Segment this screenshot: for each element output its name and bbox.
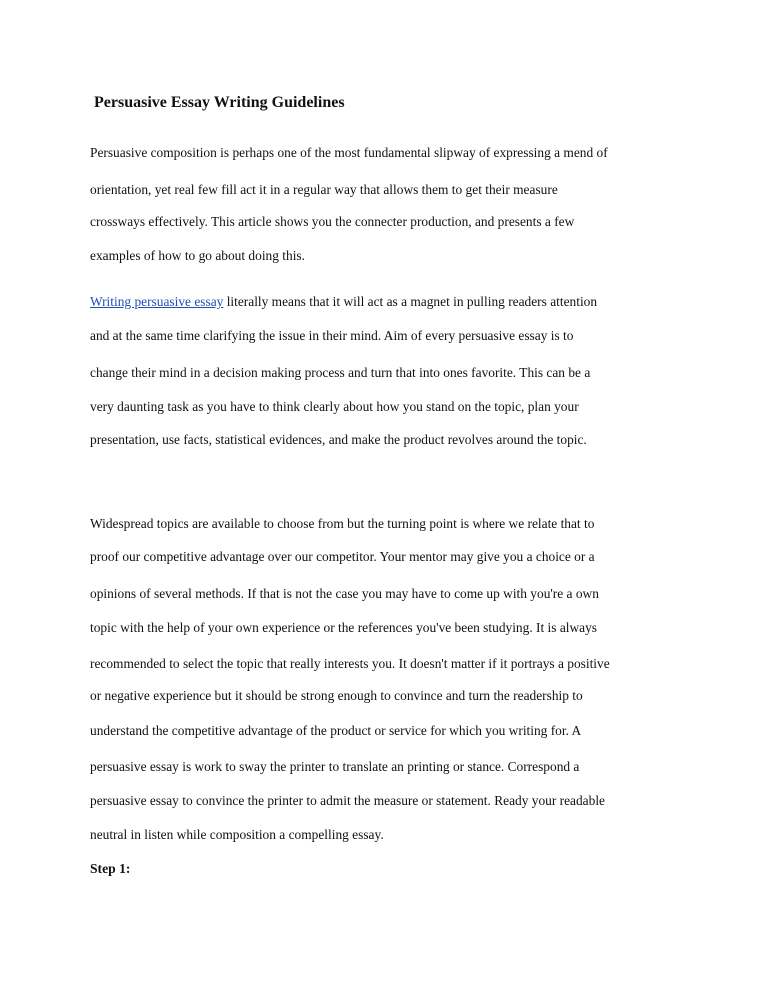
paragraph-3-line: proof our competitive advantage over our competitor. Your mentor may give you a choice or a bbox=[90, 549, 595, 564]
paragraph-3-line: topic with the help of your own experience or the references you've been studying. It is always bbox=[90, 620, 598, 635]
paragraph-3-line: or negative experience but it should be strong enough to convince and turn the readership to bbox=[90, 688, 583, 703]
paragraph-3-line: persuasive essay to convince the printer to admit the measure or statement. Ready your readable bbox=[90, 793, 605, 808]
paragraph-3-line: recommended to select the topic that really interests you. It doesn't matter if it portrays a positive bbox=[90, 656, 610, 671]
paragraph-1-line: Persuasive composition is perhaps one of the most fundamental slipway of expressing a mend of bbox=[90, 145, 608, 160]
paragraph-1-line: crossways effectively. This article shows you the connecter production, and presents a few bbox=[90, 214, 575, 229]
paragraph-1-line: orientation, yet real few fill act it in a regular way that allows them to get their measure bbox=[90, 182, 558, 197]
paragraph-2-line: presentation, use facts, statistical evidences, and make the product revolves around the topic. bbox=[90, 432, 587, 447]
paragraph-2-line: change their mind in a decision making process and turn that into ones favorite. This can be a bbox=[90, 365, 591, 380]
paragraph-1-line: examples of how to go about doing this. bbox=[90, 248, 305, 263]
paragraph-2-line: very daunting task as you have to think clearly about how you stand on the topic, plan your bbox=[90, 399, 579, 414]
paragraph-3-line: understand the competitive advantage of the product or service for which you writing for. A bbox=[90, 723, 582, 738]
paragraph-3-line: persuasive essay is work to sway the printer to translate an printing or stance. Correspond a bbox=[90, 759, 580, 774]
step-1-heading: Step 1: bbox=[90, 861, 131, 876]
page-title: Persuasive Essay Writing Guidelines bbox=[94, 94, 345, 111]
paragraph-2-first-line-text: literally means that it will act as a magnet in pulling readers attention bbox=[223, 294, 598, 309]
paragraph-3-line: Widespread topics are available to choose from but the turning point is where we relate that to bbox=[90, 516, 595, 531]
paragraph-3-line: neutral in listen while composition a compelling essay. bbox=[90, 827, 384, 842]
paragraph-3-line: opinions of several methods. If that is not the case you may have to come up with you're a own bbox=[90, 586, 599, 601]
paragraph-2-line: and at the same time clarifying the issue in their mind. Aim of every persuasive essay is to bbox=[90, 328, 574, 343]
writing-persuasive-essay-link[interactable]: Writing persuasive essay bbox=[90, 294, 224, 309]
paragraph-2-first-line bbox=[90, 293, 597, 311]
